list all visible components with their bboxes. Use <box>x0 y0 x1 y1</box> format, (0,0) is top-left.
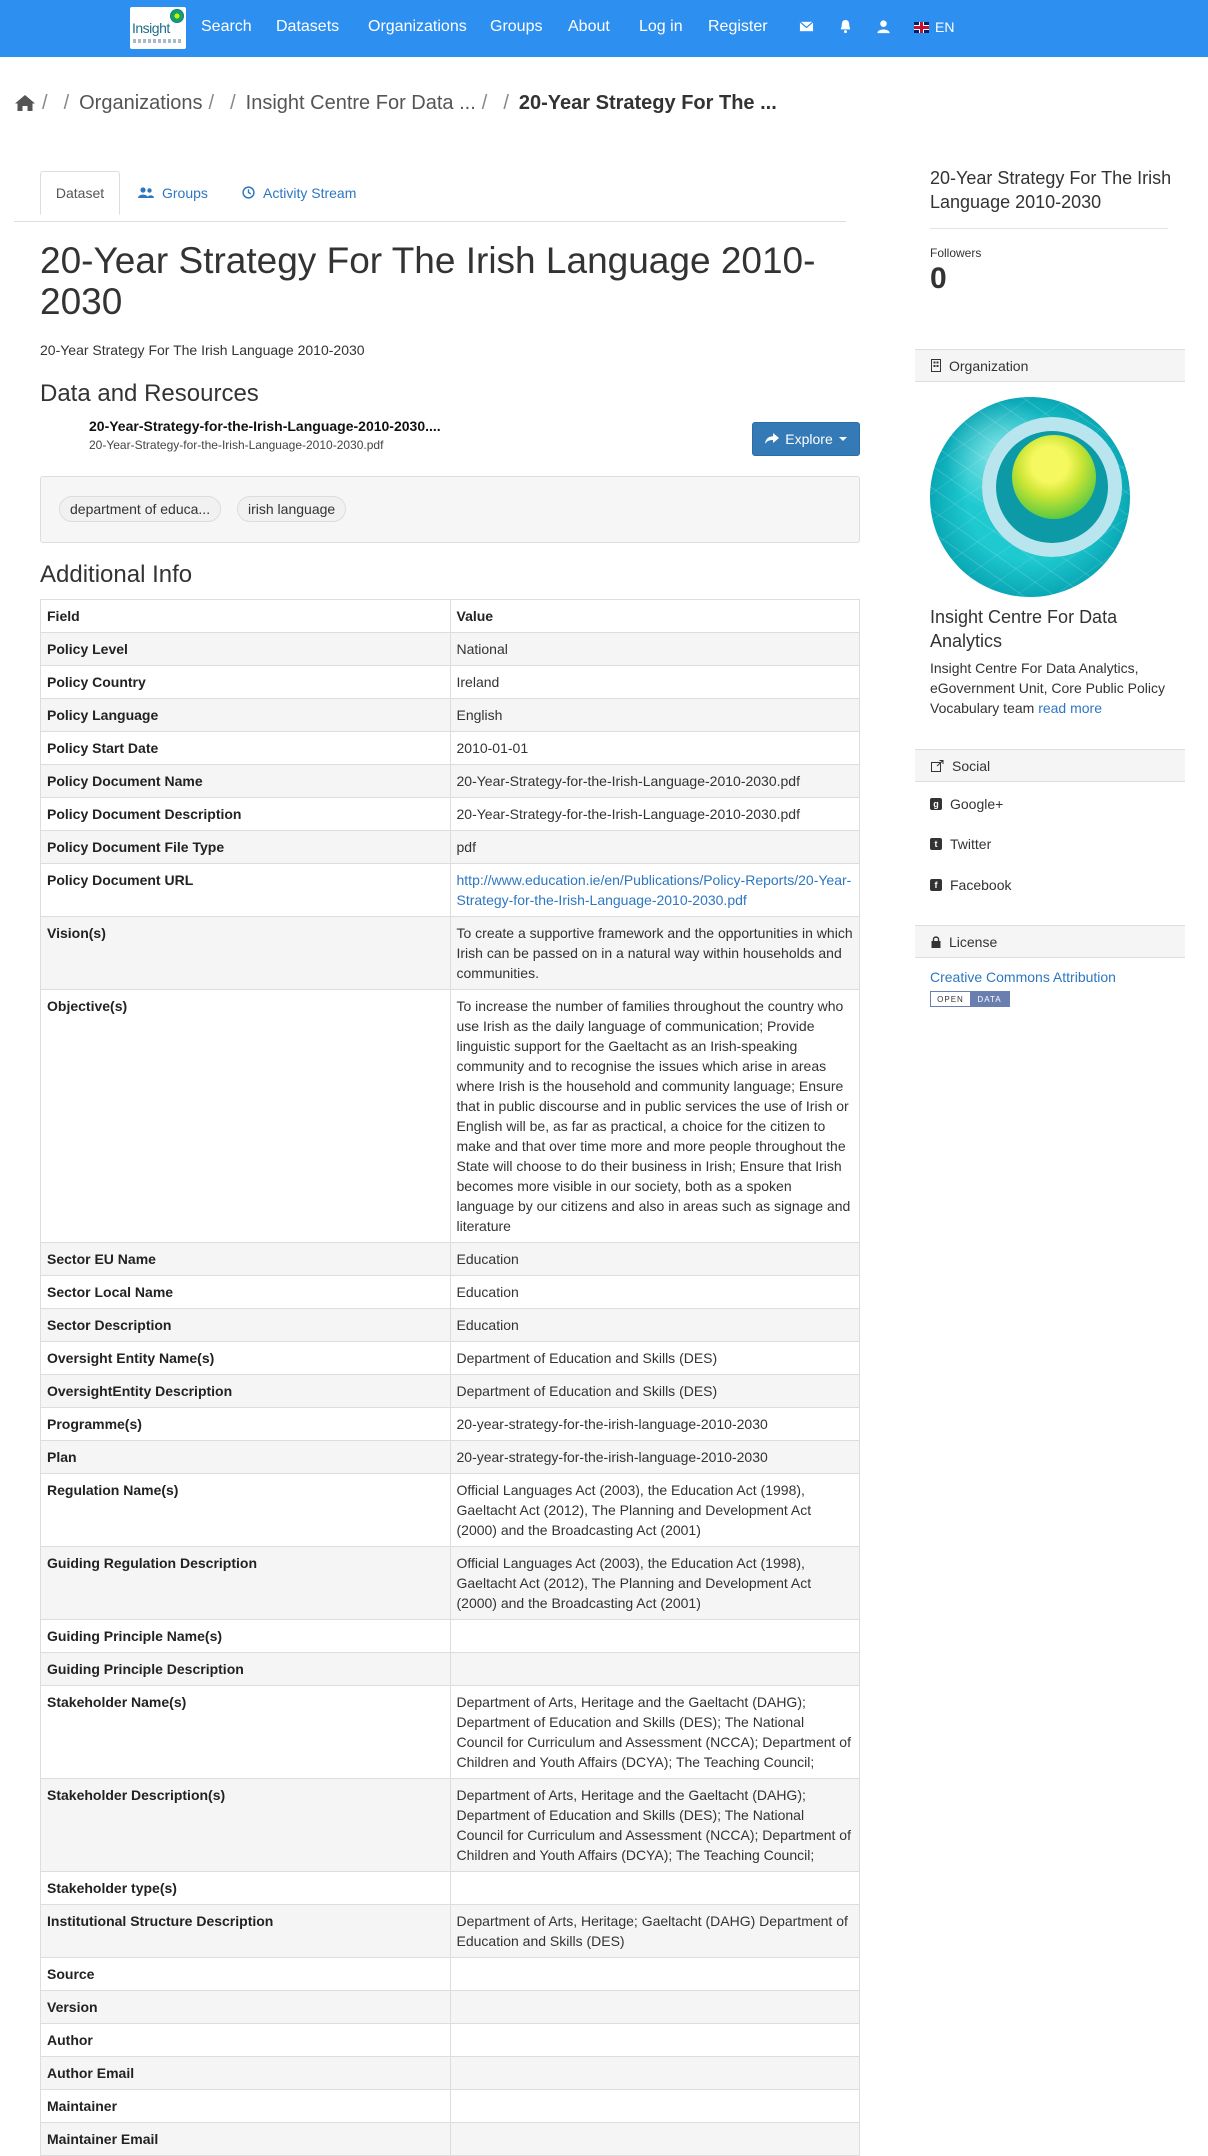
field-name: Policy Language <box>41 699 451 732</box>
field-name: Guiding Principle Name(s) <box>41 1620 451 1653</box>
users-icon <box>138 187 154 199</box>
followers-count: 0 <box>930 262 947 295</box>
field-value: pdf <box>450 831 860 864</box>
field-value: 20-Year-Strategy-for-the-Irish-Language-2010-2030.pdf <box>450 798 860 831</box>
field-name: Policy Country <box>41 666 451 699</box>
table-row <box>41 1276 860 1309</box>
breadcrumb-separator: / <box>63 91 70 114</box>
field-value: 2010-01-01 <box>450 732 860 765</box>
license-link[interactable]: Creative Commons Attribution <box>930 969 1116 985</box>
explore-label: Explore <box>785 431 833 447</box>
breadcrumb-separator: / <box>481 91 488 114</box>
field-value: 20-year-strategy-for-the-irish-language-2010-2030 <box>450 1441 860 1474</box>
column-header-field: Field <box>41 600 451 633</box>
logo-subtitle <box>133 39 181 43</box>
field-name: Vision(s) <box>41 917 451 990</box>
user-icon[interactable] <box>876 19 892 35</box>
organization-name: Insight Centre For Data Analytics <box>930 607 1118 651</box>
field-name: Guiding Regulation Description <box>41 1547 451 1620</box>
open-data-badge-right: DATA <box>970 992 1009 1006</box>
tab-groups-label: Groups <box>162 184 208 201</box>
home-icon[interactable] <box>14 94 36 112</box>
field-value <box>450 2024 860 2057</box>
breadcrumb-separator: / <box>208 91 215 114</box>
field-name: Author <box>41 2024 451 2057</box>
field-value: Department of Education and Skills (DES) <box>450 1375 860 1408</box>
breadcrumb-organization[interactable]: Insight Centre For Data ... <box>245 91 476 114</box>
field-value: Department of Arts, Heritage; Gaeltacht (DAHG) Department of Education and Skills (DES) <box>450 1905 860 1958</box>
uk-flag-icon <box>914 22 929 33</box>
logo-mark <box>170 9 184 23</box>
field-name: Maintainer <box>41 2090 451 2123</box>
table-row <box>41 699 860 732</box>
resource-item <box>40 414 860 462</box>
field-name: Plan <box>41 1441 451 1474</box>
sidebar-dataset-title: 20-Year Strategy For The Irish Language 2010-2030 <box>930 168 1172 212</box>
tag-list <box>40 476 860 543</box>
nav-register[interactable]: Register <box>708 18 768 35</box>
social-google-plus-label: Google+ <box>950 796 1004 812</box>
field-name: Stakeholder type(s) <box>41 1872 451 1905</box>
field-name: Sector EU Name <box>41 1243 451 1276</box>
field-value <box>450 1872 860 1905</box>
field-value <box>450 2057 860 2090</box>
field-value <box>450 864 860 917</box>
nav-groups[interactable]: Groups <box>490 18 543 35</box>
explore-button[interactable] <box>752 422 860 456</box>
envelope-icon[interactable] <box>799 19 815 35</box>
caret-down-icon <box>839 436 847 442</box>
building-icon <box>931 359 941 372</box>
table-row <box>41 633 860 666</box>
field-value: English <box>450 699 860 732</box>
tab-activity-stream[interactable] <box>242 171 356 214</box>
field-name: Sector Description <box>41 1309 451 1342</box>
table-row <box>41 1309 860 1342</box>
field-value <box>450 2090 860 2123</box>
field-value <box>450 1653 860 1686</box>
field-name: Policy Document Description <box>41 798 451 831</box>
additional-info-heading: Additional Info <box>40 561 193 588</box>
field-name: Policy Document URL <box>41 864 451 917</box>
google-plus-icon: g <box>930 798 942 810</box>
open-data-badge-left: OPEN <box>931 992 970 1006</box>
field-value: Department of Arts, Heritage and the Gaeltacht (DAHG); Department of Education and Skills (DES); The National Council for Curriculum and Assessment (NCCA); Department of Children and Youth Affairs (DCYA); The Teaching Council; <box>450 1686 860 1779</box>
table-row <box>41 798 860 831</box>
clock-icon <box>242 186 255 199</box>
social-facebook[interactable] <box>930 875 1011 895</box>
field-name: Stakeholder Description(s) <box>41 1779 451 1872</box>
field-name: Policy Document File Type <box>41 831 451 864</box>
language-label: EN <box>935 19 955 35</box>
table-row <box>41 1243 860 1276</box>
breadcrumb-separator: / <box>42 91 48 114</box>
table-row <box>41 1686 860 1779</box>
breadcrumb-separator: / <box>230 91 236 114</box>
field-name: Author Email <box>41 2057 451 2090</box>
tab-dataset-label: Dataset <box>55 185 105 201</box>
document-url-link[interactable]: http://www.education.ie/en/Publications/Policy-Reports/20-Year-Strategy-for-the-Irish-Language-2010-2030.pdf <box>456 872 852 908</box>
field-name: Institutional Structure Description <box>41 1905 451 1958</box>
followers-label: Followers <box>930 246 982 260</box>
field-value: 20-Year-Strategy-for-the-Irish-Language-2010-2030.pdf <box>450 765 860 798</box>
sidebar-divider <box>930 228 1168 229</box>
field-value: Ireland <box>450 666 860 699</box>
table-row <box>41 1991 860 2024</box>
breadcrumb-current[interactable]: 20-Year Strategy For The ... <box>518 91 777 114</box>
table-row <box>41 917 860 990</box>
field-name: Policy Level <box>41 633 451 666</box>
field-value: Official Languages Act (2003), the Education Act (1998), Gaeltacht Act (2012), The Planning and Development Act (2000) and the Broadcasting Act (2001) <box>450 1474 860 1547</box>
field-value: To increase the number of families throughout the country who use Irish as the daily language of communication; Provide linguistic support for the Gaeltacht as an Irish-speaking community and to recognise the issues which arise in areas where Irish is the household and community language; Ensure that in public discourse and in public services the use of Irish or English will be, as far as practical, a choice for the citizen to make and that over time more and more people throughout the State will choose to do their business in Irish; Ensure that Irish becomes more visible in our society, both as a spoken language by our citizens and also in areas such as signage and literature <box>450 990 860 1243</box>
facebook-icon: f <box>930 879 942 891</box>
share-square-icon <box>931 760 944 772</box>
social-google-plus[interactable] <box>930 794 1003 814</box>
field-name: Version <box>41 1991 451 2024</box>
tab-dataset[interactable] <box>40 171 120 215</box>
table-row <box>41 990 860 1243</box>
table-row <box>41 2090 860 2123</box>
field-value: Department of Arts, Heritage and the Gaeltacht (DAHG); Department of Education and Skills (DES); The National Council for Curriculum and Assessment (NCCA); Department of Children and Youth Affairs (DCYA); The Teaching Council; <box>450 1779 860 1872</box>
field-name: Objective(s) <box>41 990 451 1243</box>
table-row <box>41 1408 860 1441</box>
field-name: Policy Document Name <box>41 765 451 798</box>
table-row <box>41 666 860 699</box>
nav-about[interactable]: About <box>568 18 610 35</box>
logo-text: Insight <box>132 20 170 36</box>
social-twitter-label: Twitter <box>950 836 992 852</box>
table-row <box>41 2057 860 2090</box>
social-twitter[interactable] <box>930 834 991 854</box>
organization-description <box>930 658 1180 718</box>
field-value <box>450 2123 860 2156</box>
resource-name[interactable]: 20-Year-Strategy-for-the-Irish-Language-2010-2030.... <box>89 418 441 434</box>
table-row <box>41 1474 860 1547</box>
table-row <box>41 1905 860 1958</box>
social-facebook-label: Facebook <box>950 877 1012 893</box>
organization-description-text: Insight Centre For Data Analytics, eGovernment Unit, Core Public Policy Vocabulary team <box>930 660 1165 716</box>
table-row <box>41 1547 860 1620</box>
logo-core <box>1012 435 1096 519</box>
dataset-title: 20-Year Strategy For The Irish Language 2010-2030 <box>40 240 816 322</box>
organization-module-heading <box>915 349 1185 382</box>
field-name: Policy Start Date <box>41 732 451 765</box>
dataset-description: 20-Year Strategy For The Irish Language 2010-2030 <box>40 342 365 358</box>
share-icon <box>765 433 779 445</box>
table-row <box>41 1779 860 1872</box>
table-row <box>41 831 860 864</box>
additional-info-table <box>40 599 860 2156</box>
table-row <box>41 1441 860 1474</box>
field-name: Oversight Entity Name(s) <box>41 1342 451 1375</box>
tab-groups[interactable] <box>138 171 208 214</box>
table-row <box>41 1375 860 1408</box>
field-name: Sector Local Name <box>41 1276 451 1309</box>
field-value <box>450 1958 860 1991</box>
organization-logo[interactable] <box>930 397 1130 597</box>
language-selector[interactable] <box>914 19 954 35</box>
twitter-icon: t <box>930 838 942 850</box>
open-data-badge[interactable] <box>930 991 1010 1007</box>
table-row <box>41 1872 860 1905</box>
social-heading-label: Social <box>952 757 991 774</box>
read-more-link[interactable]: read more <box>1038 700 1102 716</box>
resource-format: 20-Year-Strategy-for-the-Irish-Language-2010-2030.pdf <box>89 438 384 452</box>
nav-login[interactable]: Log in <box>639 18 683 35</box>
table-row <box>41 1653 860 1686</box>
top-navbar <box>0 0 1208 57</box>
table-row <box>41 732 860 765</box>
resources-heading: Data and Resources <box>40 380 259 407</box>
field-name: Maintainer Email <box>41 2123 451 2156</box>
bell-icon[interactable] <box>838 19 854 35</box>
breadcrumb <box>14 88 777 118</box>
table-row <box>41 1958 860 1991</box>
field-name: Stakeholder Name(s) <box>41 1686 451 1779</box>
field-name: OversightEntity Description <box>41 1375 451 1408</box>
table-row <box>41 1342 860 1375</box>
field-name: Guiding Principle Description <box>41 1653 451 1686</box>
table-row <box>41 765 860 798</box>
field-value: Education <box>450 1309 860 1342</box>
license-heading-label: License <box>949 933 998 950</box>
field-value: National <box>450 633 860 666</box>
breadcrumb-organizations[interactable]: Organizations <box>79 91 203 114</box>
field-value <box>450 1991 860 2024</box>
license-module-heading <box>915 925 1185 958</box>
social-module-heading <box>915 749 1185 782</box>
site-logo[interactable] <box>130 7 186 49</box>
field-value: Education <box>450 1276 860 1309</box>
field-value: 20-year-strategy-for-the-irish-language-2010-2030 <box>450 1408 860 1441</box>
table-row <box>41 1620 860 1653</box>
field-value: Official Languages Act (2003), the Education Act (1998), Gaeltacht Act (2012), The Planning and Development Act (2000) and the Broadcasting Act (2001) <box>450 1547 860 1620</box>
organization-heading-label: Organization <box>949 357 1029 374</box>
tag-pill[interactable]: department of educa... <box>59 496 221 522</box>
table-header-row <box>41 600 860 633</box>
nav-datasets[interactable]: Datasets <box>276 18 340 35</box>
dataset-tabs <box>14 171 846 222</box>
table-row <box>41 2024 860 2057</box>
tab-activity-label: Activity Stream <box>263 184 357 201</box>
breadcrumb-separator: / <box>503 91 509 114</box>
lock-icon <box>931 936 941 948</box>
field-name: Programme(s) <box>41 1408 451 1441</box>
nav-organizations[interactable]: Organizations <box>368 18 467 35</box>
tag-pill[interactable]: irish language <box>237 496 346 522</box>
field-name: Source <box>41 1958 451 1991</box>
column-header-value: Value <box>450 600 860 633</box>
table-row <box>41 2123 860 2156</box>
field-name: Regulation Name(s) <box>41 1474 451 1547</box>
nav-search[interactable]: Search <box>201 18 252 35</box>
field-value <box>450 1620 860 1653</box>
field-value: Education <box>450 1243 860 1276</box>
field-value: To create a supportive framework and the opportunities in which Irish can be passed on in a natural way within households and communities. <box>450 917 860 990</box>
table-row <box>41 864 860 917</box>
field-value: Department of Education and Skills (DES) <box>450 1342 860 1375</box>
